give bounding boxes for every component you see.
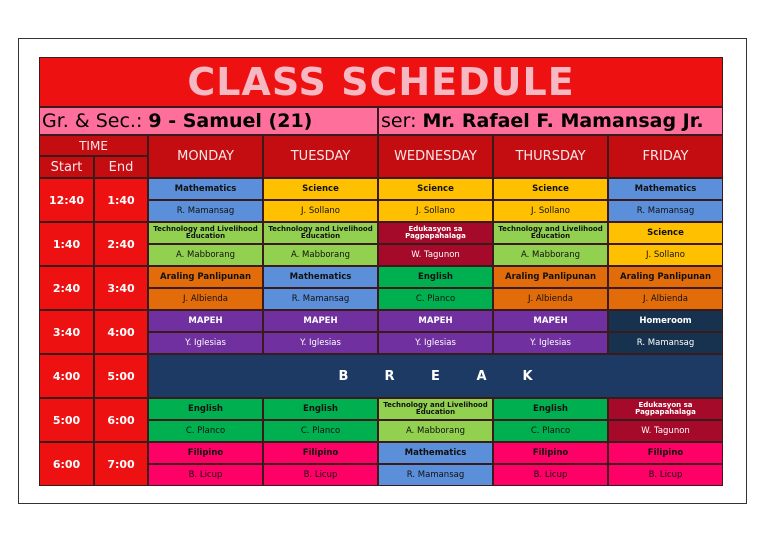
start-time: 3:40	[39, 310, 94, 354]
subject-cell: Technology and Livelihood Education	[493, 222, 608, 244]
subject-cell: Science	[608, 222, 723, 244]
start-time: 1:40	[39, 222, 94, 266]
day-header-friday: FRIDAY	[608, 135, 723, 178]
subject-cell: Araling Panlipunan	[493, 266, 608, 288]
teacher-cell: A. Mabborang	[378, 420, 493, 442]
teacher-cell: J. Albienda	[148, 288, 263, 310]
grade-value: 9 - Samuel (21)	[148, 110, 313, 132]
break-banner	[148, 354, 723, 398]
time-header: TIME	[39, 135, 148, 156]
subject-cell: Filipino	[608, 442, 723, 464]
teacher-cell: B. Licup	[493, 464, 608, 486]
subject-cell: Homeroom	[608, 310, 723, 332]
subject-cell: Technology and Livelihood Education	[378, 398, 493, 420]
teacher-cell: J. Albienda	[493, 288, 608, 310]
teacher-cell: A. Mabborang	[263, 244, 378, 266]
end-time: 4:00	[94, 310, 148, 354]
end-time: 5:00	[94, 354, 148, 398]
teacher-cell: R. Mamansag	[263, 288, 378, 310]
subject-cell: MAPEH	[148, 310, 263, 332]
subject-cell: Araling Panlipunan	[148, 266, 263, 288]
break-letter: B	[338, 368, 349, 384]
subject-cell: English	[263, 398, 378, 420]
teacher-cell: R. Mamansag	[378, 464, 493, 486]
teacher-cell: W. Tagunon	[608, 420, 723, 442]
teacher-cell: R. Mamansag	[608, 332, 723, 354]
adviser	[378, 107, 723, 135]
teacher-cell: B. Licup	[608, 464, 723, 486]
teacher-cell: R. Mamansag	[148, 200, 263, 222]
subject-cell: Mathematics	[148, 178, 263, 200]
start-time: 5:00	[39, 398, 94, 442]
subject-cell: Technology and Livelihood Education	[148, 222, 263, 244]
teacher-cell: J. Sollano	[263, 200, 378, 222]
subject-cell: Edukasyon sa Pagpapahalaga	[378, 222, 493, 244]
subject-cell: Filipino	[493, 442, 608, 464]
start-time: 2:40	[39, 266, 94, 310]
break-letter: A	[476, 368, 487, 384]
teacher-cell: Y. Iglesias	[378, 332, 493, 354]
start-time: 4:00	[39, 354, 94, 398]
subject-cell: English	[148, 398, 263, 420]
teacher-cell: C. Planco	[263, 420, 378, 442]
teacher-cell: Y. Iglesias	[148, 332, 263, 354]
teacher-cell: W. Tagunon	[378, 244, 493, 266]
break-letter: K	[522, 368, 533, 384]
subject-cell: Filipino	[148, 442, 263, 464]
subject-cell: Filipino	[263, 442, 378, 464]
end-header: End	[94, 156, 148, 178]
subject-cell: Science	[263, 178, 378, 200]
teacher-cell: J. Albienda	[608, 288, 723, 310]
subject-cell: Mathematics	[378, 442, 493, 464]
subject-cell: Mathematics	[263, 266, 378, 288]
grade-section	[39, 107, 378, 135]
subject-cell: Mathematics	[608, 178, 723, 200]
grade-label: Gr. & Sec.:	[42, 110, 143, 132]
subject-cell: MAPEH	[493, 310, 608, 332]
teacher-cell: C. Planco	[378, 288, 493, 310]
teacher-cell: C. Planco	[148, 420, 263, 442]
teacher-cell: B. Licup	[263, 464, 378, 486]
teacher-cell: J. Sollano	[378, 200, 493, 222]
end-time: 7:00	[94, 442, 148, 486]
subject-cell: Araling Panlipunan	[608, 266, 723, 288]
schedule-sheet	[39, 57, 723, 486]
break-letter: E	[431, 368, 440, 384]
start-time: 12:40	[39, 178, 94, 222]
adviser-value: Mr. Rafael F. Mamansag Jr.	[422, 110, 704, 132]
teacher-cell: Y. Iglesias	[263, 332, 378, 354]
teacher-cell: J. Sollano	[608, 244, 723, 266]
end-time: 6:00	[94, 398, 148, 442]
teacher-cell: J. Sollano	[493, 200, 608, 222]
day-header-tuesday: TUESDAY	[263, 135, 378, 178]
start-time: 6:00	[39, 442, 94, 486]
teacher-cell: A. Mabborang	[493, 244, 608, 266]
day-header-thursday: THURSDAY	[493, 135, 608, 178]
subject-cell: MAPEH	[378, 310, 493, 332]
end-time: 1:40	[94, 178, 148, 222]
break-letter: R	[384, 368, 395, 384]
subject-cell: English	[493, 398, 608, 420]
teacher-cell: A. Mabborang	[148, 244, 263, 266]
subject-cell: Science	[378, 178, 493, 200]
day-header-monday: MONDAY	[148, 135, 263, 178]
subject-cell: Technology and Livelihood Education	[263, 222, 378, 244]
teacher-cell: Y. Iglesias	[493, 332, 608, 354]
start-header: Start	[39, 156, 94, 178]
teacher-cell: B. Licup	[148, 464, 263, 486]
adviser-label: ser:	[381, 110, 417, 132]
day-header-wednesday: WEDNESDAY	[378, 135, 493, 178]
schedule-title: CLASS SCHEDULE	[39, 57, 723, 107]
end-time: 3:40	[94, 266, 148, 310]
end-time: 2:40	[94, 222, 148, 266]
subject-cell: Science	[493, 178, 608, 200]
subject-cell: English	[378, 266, 493, 288]
subject-cell: Edukasyon sa Pagpapahalaga	[608, 398, 723, 420]
teacher-cell: C. Planco	[493, 420, 608, 442]
subject-cell: MAPEH	[263, 310, 378, 332]
teacher-cell: R. Mamansag	[608, 200, 723, 222]
